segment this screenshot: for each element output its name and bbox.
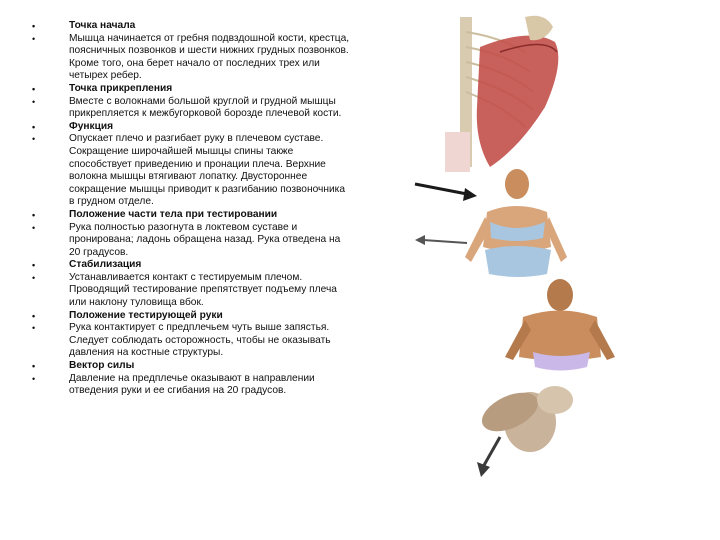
function-heading: • Функция bbox=[28, 121, 353, 134]
female-figure-illustration bbox=[415, 169, 567, 277]
stabilization-text: • Устанавливается контакт с тестируемым плечом. Проводящий тестирование препятствует подъему плеча или наклону туловища вбок. bbox=[28, 272, 353, 310]
male-figure-illustration bbox=[505, 279, 615, 371]
tester-hand-heading: • Положение тестирующей руки bbox=[28, 310, 353, 323]
bullet-list bbox=[28, 20, 353, 398]
force-vector-text: • Давление на предплечье оказывают в направлении отведения руки и ее сгибания на 20 градусов. bbox=[28, 373, 353, 398]
origin-heading: • Точка начала bbox=[28, 20, 353, 33]
origin-text: • Мышца начинается от гребня подвздошной кости, крестца, поясничных позвонков и шести нижних грудных позвонков. Кроме того, она берет начало от последних трех или четырех ребер. bbox=[28, 33, 353, 83]
test-position-illustration bbox=[476, 385, 573, 477]
back-anatomy-illustration bbox=[445, 16, 558, 172]
insertion-text: • Вместе с волокнами большой круглой и грудной мышцы прикрепляется к межбугорковой борозде плечевой кости. bbox=[28, 96, 353, 121]
stabilization-heading: • Стабилизация bbox=[28, 259, 353, 272]
force-vector-heading: • Вектор силы bbox=[28, 360, 353, 373]
tester-hand-text: • Рука контактирует с предплечьем чуть выше запястья. Следует соблюдать осторожность, чтобы не оказывать давления на костные структуры. bbox=[28, 322, 353, 360]
function-text: • Опускает плечо и разгибает руку в плечевом суставе. Сокращение широчайшей мышцы спины также способствует приведению и пронации плеча. Верхние волокна мышцы втягивают лопатку. Двустороннее сокращение мышцы приводит к разгибанию позвоночника в грудном отделе. bbox=[28, 133, 353, 209]
illustrations bbox=[405, 12, 675, 482]
test-position-heading: • Положение части тела при тестировании bbox=[28, 209, 353, 222]
insertion-heading: • Точка прикрепления bbox=[28, 83, 353, 96]
test-position-text: • Рука полностью разогнута в локтевом суставе и пронирована; ладонь обращена назад. Рука отведена на 20 градусов. bbox=[28, 222, 353, 260]
